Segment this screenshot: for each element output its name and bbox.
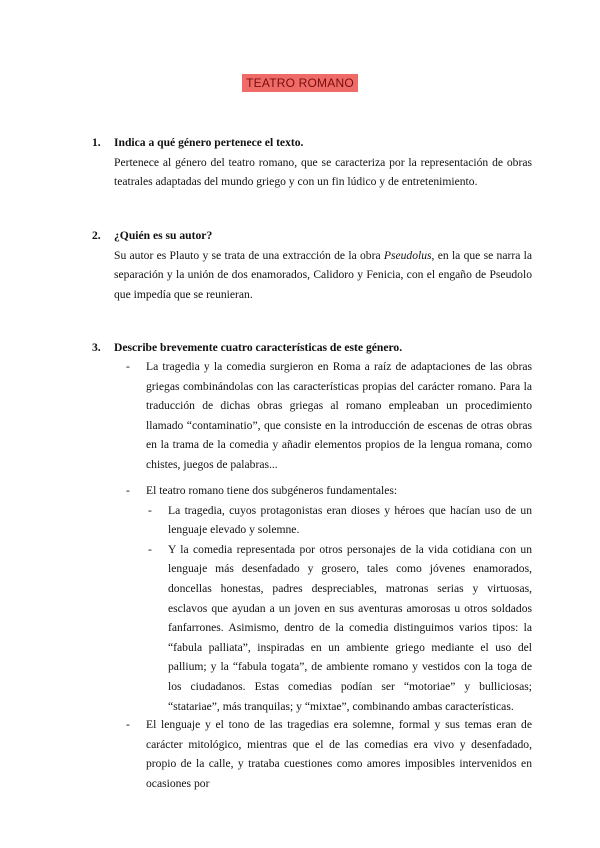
characteristic-text: El teatro romano tiene dos subgéneros fundamentales:	[146, 484, 398, 497]
list-item	[146, 540, 532, 716]
list-item	[114, 357, 532, 475]
question-text: Indica a qué género pertenece el texto.	[114, 136, 304, 149]
question-1	[92, 133, 532, 192]
title-container	[0, 74, 600, 92]
page-title: TEATRO ROMANO	[242, 74, 358, 92]
answer-text: Pertenece al género del teatro romano, que se caracteriza por la representación de obras teatrales adaptadas del mundo griego y con un fin lúdico y de entretenimiento.	[114, 155, 532, 189]
question-number: 3.	[92, 341, 101, 354]
characteristic-list-3	[114, 715, 532, 793]
subgenre-text: Y la comedia representada por otros personajes de la vida cotidiana con un lenguaje más desenfadado y grosero, tales como jóvenes enamorados, doncellas honestas, padres despreciables, matronas serias y virtuosas, esclavos que ayudan a un joven en sus aventuras amorosas u otros soldados fanfarrones. Asimismo, dentro de la comedia distinguimos varios tipos: la “fabula palliata”, inspiradas en un ambiente griego mediante el uso del pallium; y la “fabula togata”, de ambiente romano y vestidos con la toga de los ciudadanos. Estas comedias podían ser “motoriae” y bulliciosas; “statariae”, más tranquilas; y “mixtae”, combinando ambas características.	[168, 542, 532, 713]
dash-bullet: -	[126, 484, 130, 497]
question-text: ¿Quién es su autor?	[114, 229, 213, 242]
dash-bullet: -	[148, 542, 152, 556]
question-number: 1.	[92, 136, 101, 149]
characteristic-text: La tragedia y la comedia surgieron en Roma a raíz de adaptaciones de las obras griegas combinándolas con las características propias del carácter romano. Para la traducción de dichas obras griegas al romano empleaban un procedimiento llamado “contaminatio”, que consiste en la introducción de escenas de otras obras en la trama de la comedia y añadir elementos propios de la lengua romana, como chistes, juegos de palabras...	[146, 360, 532, 471]
characteristic-list-1	[114, 357, 532, 475]
list-item	[146, 501, 532, 540]
question-1-heading	[92, 133, 532, 153]
question-3	[92, 338, 532, 358]
question-2-heading	[92, 226, 532, 246]
question-2-answer	[114, 246, 532, 305]
question-text: Describe brevemente cuatro características de este género.	[114, 341, 403, 354]
work-title: Pseudolus	[383, 248, 432, 262]
question-2	[92, 226, 532, 304]
question-3-heading	[92, 338, 532, 358]
dash-bullet: -	[126, 718, 130, 731]
answer-text-end: , en la que se narra la separación y la unión de dos enamorados, Calidoro y Fenicia, con el engaño de Pseudolo que impedía que se reunieran.	[114, 248, 532, 301]
subgenre-text: La tragedia, cuyos protagonistas eran dioses y héroes que hacían uso de un lenguaje elevado y solemne.	[168, 503, 532, 537]
question-number: 2.	[92, 229, 101, 242]
characteristic-list-2	[114, 481, 532, 716]
subgenre-list	[146, 501, 532, 717]
list-item	[114, 715, 532, 793]
answer-text-start: Su autor es Plauto y se trata de una extracción de la obra	[114, 248, 384, 262]
characteristic-text: El lenguaje y el tono de las tragedias era solemne, formal y sus temas eran de carácter mitológico, mientras que el de las comedias era vivo y desenfadado, propio de la calle, y trataba cuestiones como amores imposibles intervenidos en ocasiones por	[146, 718, 532, 790]
dash-bullet: -	[126, 360, 130, 373]
dash-bullet: -	[148, 503, 152, 517]
list-item	[114, 481, 532, 501]
question-1-answer	[114, 153, 532, 192]
answer-text	[114, 246, 532, 305]
